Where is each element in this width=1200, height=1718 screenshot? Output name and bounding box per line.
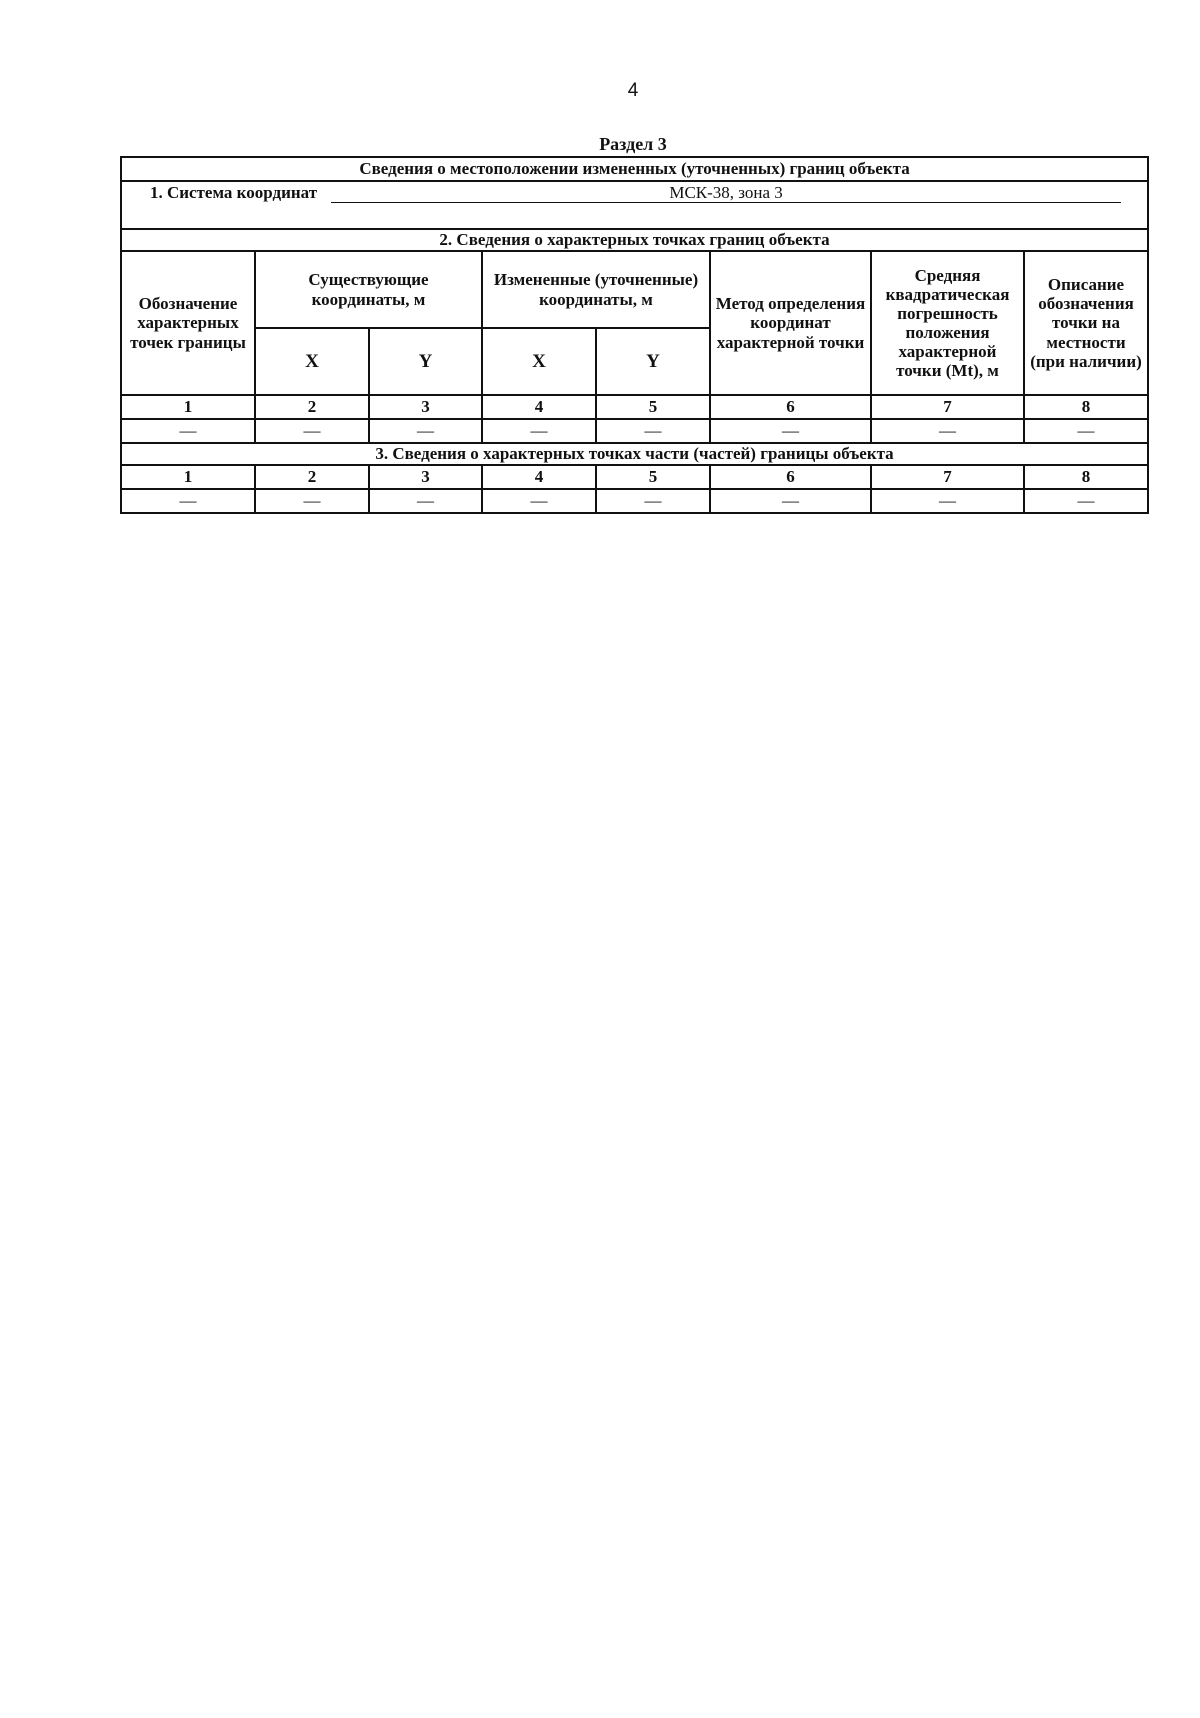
header-existing-y: Y	[369, 328, 482, 395]
header-changed-y: Y	[596, 328, 710, 395]
header-error: Средняя квадратическая погрешность положения характерной точки (Mt), м	[871, 251, 1024, 395]
page-number: 4	[627, 80, 639, 101]
dash-cell: —	[710, 419, 871, 443]
section3-data-row	[121, 489, 1148, 513]
coord-system-row	[121, 181, 1148, 204]
header-existing-coords: Существующие координаты, м	[255, 251, 482, 328]
header-changed-x: X	[482, 328, 596, 395]
header-changed-coords: Измененные (уточненные) координаты, м	[482, 251, 710, 328]
dash-cell: —	[369, 419, 482, 443]
coord-system-label: 1. Система координат	[149, 182, 318, 202]
dash-cell: —	[369, 489, 482, 513]
column-number: 4	[482, 395, 596, 419]
section2-data-row	[121, 419, 1148, 443]
dash-cell: —	[1024, 419, 1148, 443]
dash-cell: —	[596, 419, 710, 443]
dash-cell: —	[482, 419, 596, 443]
dash-cell: —	[871, 419, 1024, 443]
subsection2-title: 2. Сведения о характерных точках границ объекта	[121, 229, 1148, 251]
dash-cell: —	[1024, 489, 1148, 513]
column-number: 4	[482, 465, 596, 489]
header-designation: Обозначение характерных точек границы	[121, 251, 255, 395]
column-number: 6	[710, 465, 871, 489]
column-number: 3	[369, 465, 482, 489]
subsection3-title: 3. Сведения о характерных точках части (частей) границы объекта	[121, 443, 1148, 465]
section3-column-numbers	[121, 465, 1148, 489]
column-number: 5	[596, 395, 710, 419]
dash-cell: —	[121, 419, 255, 443]
section-title: Раздел 3	[599, 134, 667, 154]
column-number: 5	[596, 465, 710, 489]
dash-cell: —	[255, 419, 369, 443]
section2-column-numbers	[121, 395, 1148, 419]
column-number: 7	[871, 465, 1024, 489]
dash-cell: —	[121, 489, 255, 513]
column-number: 6	[710, 395, 871, 419]
column-number: 8	[1024, 465, 1148, 489]
column-number: 1	[121, 395, 255, 419]
column-number: 2	[255, 395, 369, 419]
column-number: 2	[255, 465, 369, 489]
column-number: 3	[369, 395, 482, 419]
column-number: 7	[871, 395, 1024, 419]
coord-system-blank	[121, 204, 1148, 229]
column-number: 1	[121, 465, 255, 489]
dash-cell: —	[482, 489, 596, 513]
header-method: Метод определения координат характерной точки	[710, 251, 871, 395]
boundary-table	[120, 156, 1149, 514]
column-number: 8	[1024, 395, 1148, 419]
dash-cell: —	[871, 489, 1024, 513]
coord-system-value: МСК-38, зона 3	[331, 184, 1121, 204]
header-existing-x: X	[255, 328, 369, 395]
dash-cell: —	[710, 489, 871, 513]
header-description: Описание обозначения точки на местности (при наличии)	[1024, 251, 1148, 395]
table-heading: Сведения о местоположении измененных (уточненных) границ объекта	[121, 157, 1148, 181]
dash-cell: —	[596, 489, 710, 513]
dash-cell: —	[255, 489, 369, 513]
